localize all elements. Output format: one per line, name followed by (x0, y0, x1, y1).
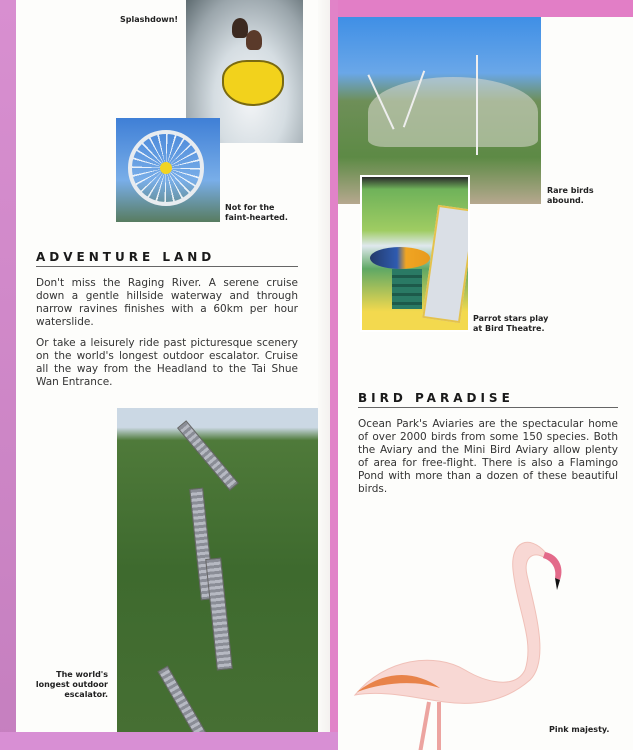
caption-escalator (30, 670, 108, 700)
wheel-hub (160, 162, 172, 174)
macaw (370, 247, 430, 269)
caption-line: abound. (547, 196, 584, 205)
adventure-land-body (36, 277, 298, 397)
caption-line: The world's (56, 670, 108, 679)
caption-splashdown: Splashdown! (120, 15, 179, 24)
rider (232, 18, 248, 38)
aviary-net (368, 77, 538, 147)
flamingo-beak (543, 552, 562, 580)
bird-paradise-body (358, 418, 618, 504)
flamingo-leg (437, 702, 441, 750)
section-heading-bird-paradise: BIRD PARADISE (358, 391, 618, 408)
rider (246, 30, 262, 50)
caption-line: longest outdoor (35, 680, 108, 689)
paragraph: Or take a leisurely ride past picturesque scenery on the world's longest outdoor escalator. Cruise all the way from the Headland to the Tai Shue Wan Entrance. (36, 337, 298, 388)
escalator-track (177, 420, 239, 491)
perch-stand (392, 269, 422, 309)
log-boat (222, 60, 284, 106)
flamingo-beak-tip (555, 578, 560, 590)
left-border (0, 0, 16, 750)
caption-line: Rare birds (547, 186, 594, 195)
ferris-wheel-photo (116, 118, 220, 222)
escalator-photo (117, 408, 318, 732)
caption-ferris (225, 203, 288, 223)
parrot-photo (360, 175, 470, 332)
caption-line: escalator. (64, 690, 108, 699)
caption-line: at Bird Theatre. (473, 324, 545, 333)
paragraph: Ocean Park's Aviaries are the spectacular home of over 2000 birds from some 150 species. Both the Aviary and the Mini Bird Aviary allow plenty of area for free-flight. There is also a Flamingo Pond with more than a dozen of these beautiful birds. (358, 418, 618, 495)
flamingo-leg (418, 702, 431, 750)
escalator-track (205, 557, 233, 670)
escalator-track (157, 665, 208, 732)
bottom-border (0, 732, 338, 750)
caption-line: faint-hearted. (225, 213, 288, 222)
caption-line: Not for the (225, 203, 275, 212)
caption-line: Parrot stars play (473, 314, 549, 323)
paragraph: Don't miss the Raging River. A serene cruise down a gentle hillside waterway and through narrow ravines finishes with a 60km per hour waterslide. (36, 277, 298, 328)
caption-aviary (547, 186, 594, 206)
right-top-border (338, 0, 633, 17)
page-fold (318, 0, 330, 750)
net-pole (476, 55, 478, 155)
easel (422, 205, 470, 323)
caption-flamingo: Pink majesty. (549, 725, 610, 734)
flamingo-illustration (345, 530, 573, 750)
section-heading-adventure-land: ADVENTURE LAND (36, 250, 298, 267)
caption-parrot (473, 314, 548, 334)
